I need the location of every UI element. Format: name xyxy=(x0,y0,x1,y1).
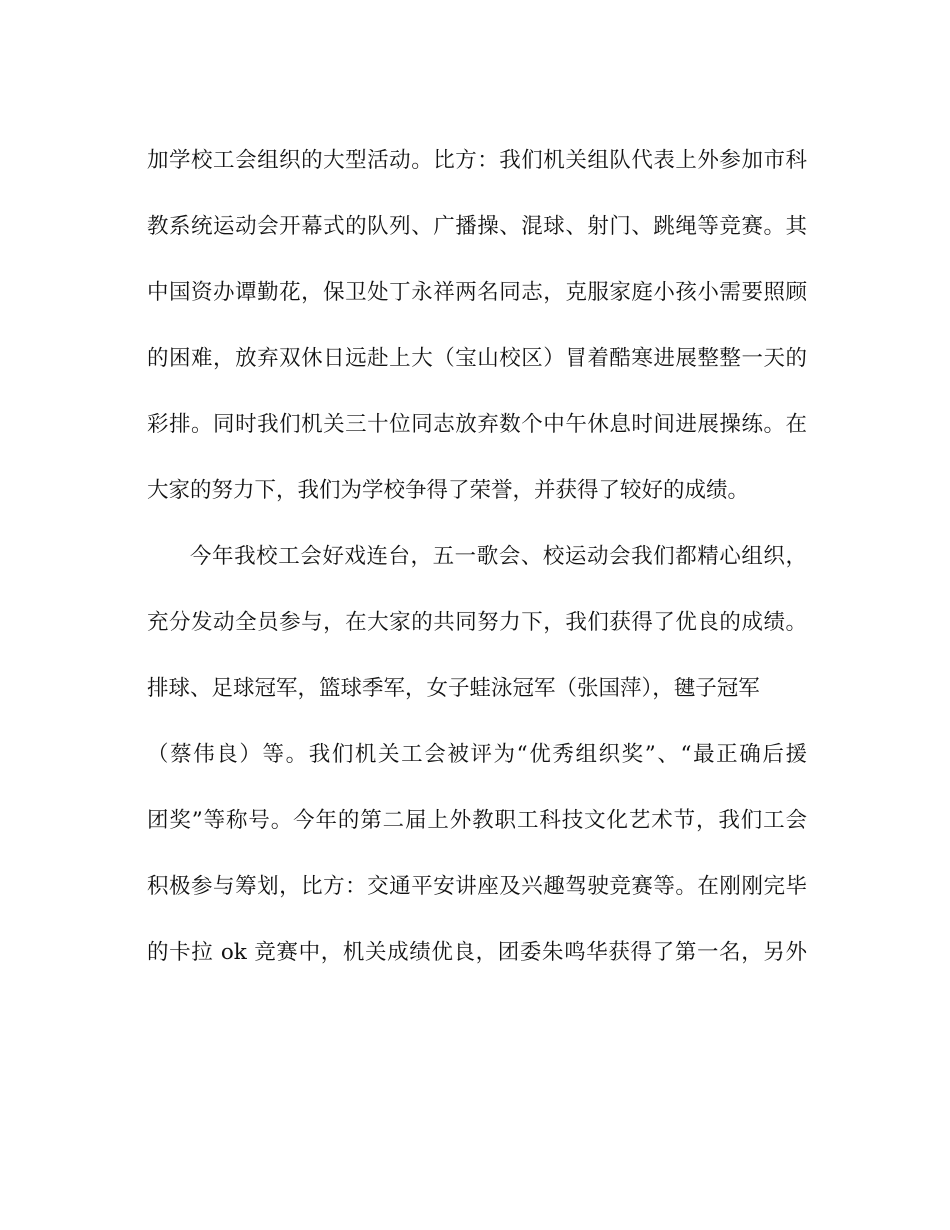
paragraph-line-11: 团奖”等称号。今年的第二届上外教职工科技文化艺术节，我们工会 xyxy=(147,808,807,833)
paragraph-line-7: 今年我校工会好戏连台，五一歌会、校运动会我们都精心组织， xyxy=(190,544,807,569)
paragraph-line-2: 教系统运动会开幕式的队列、广播操、混球、射门、跳绳等竞赛。其 xyxy=(147,214,807,239)
paragraph-line-13: 的卡拉 ok 竞赛中，机关成绩优良，团委朱鸣华获得了第一名，另外 xyxy=(147,940,807,965)
paragraph-line-9: 排球、足球冠军，篮球季军，女子蛙泳冠军（张国萍），毽子冠军 xyxy=(147,676,760,701)
paragraph-line-6: 大家的努力下，我们为学校争得了荣誉，并获得了较好的成绩。 xyxy=(147,478,750,503)
paragraph-line-3: 中国资办谭勤花，保卫处丁永祥两名同志，克服家庭小孩小需要照顾 xyxy=(147,280,807,305)
paragraph-line-8: 充分发动全员参与，在大家的共同努力下，我们获得了优良的成绩。 xyxy=(147,610,807,635)
paragraph-line-10: （蔡伟良）等。我们机关工会被评为“优秀组织奖”、“最正确后援 xyxy=(147,742,807,767)
paragraph-line-4: 的困难，放弃双休日远赴上大（宝山校区）冒着酷寒进展整整一天的 xyxy=(147,346,807,371)
paragraph-line-5: 彩排。同时我们机关三十位同志放弃数个中午休息时间进展操练。在 xyxy=(147,412,807,437)
paragraph-line-1: 加学校工会组织的大型活动。比方：我们机关组队代表上外参加市科 xyxy=(147,148,807,173)
paragraph-line-12: 积极参与筹划，比方：交通平安讲座及兴趣驾驶竞赛等。在刚刚完毕 xyxy=(147,874,807,899)
